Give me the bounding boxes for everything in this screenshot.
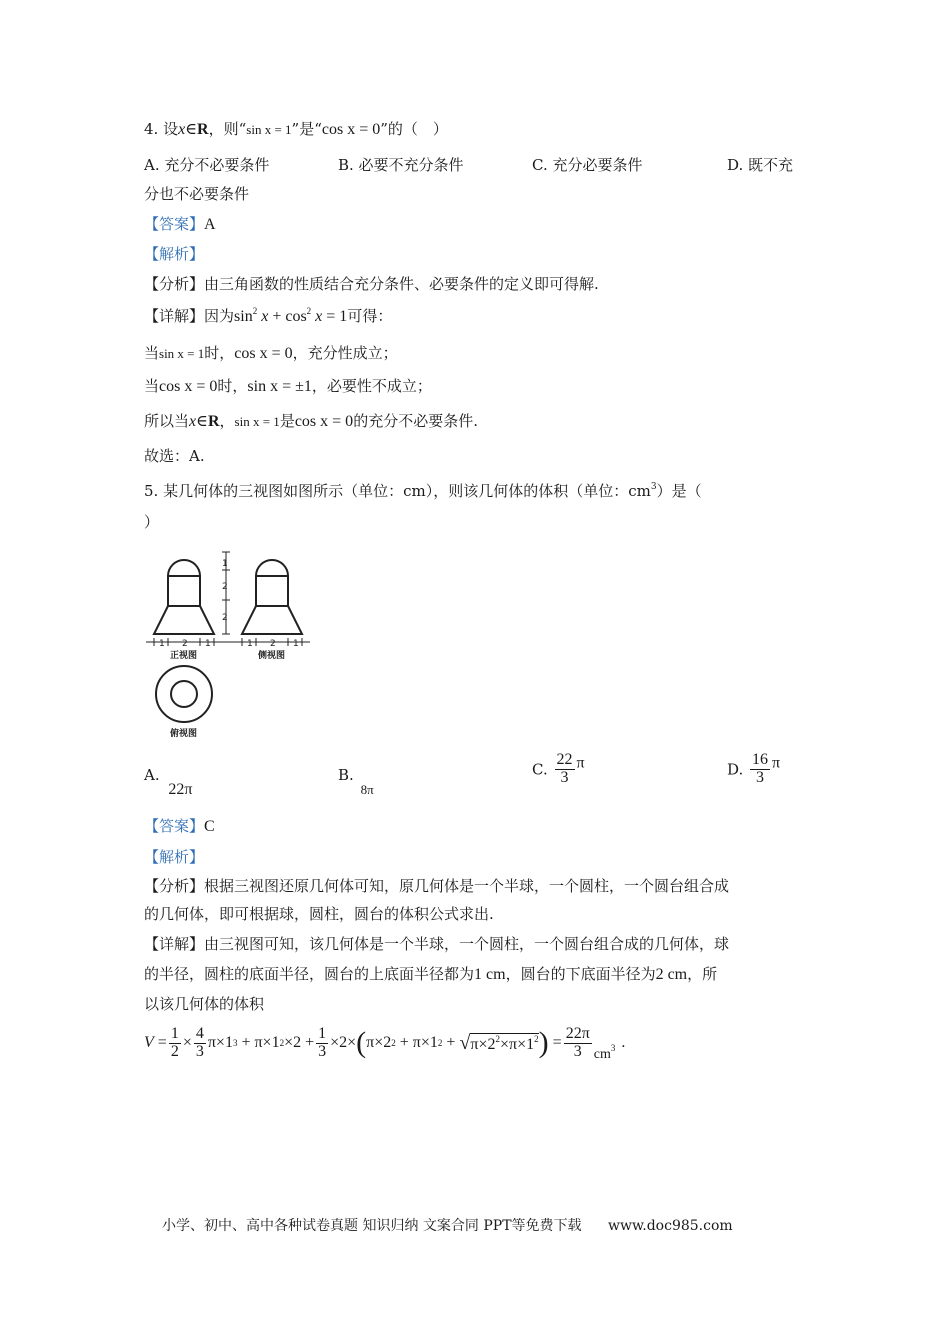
q4-option-b: B. 必要不充分条件: [338, 156, 464, 174]
q5-fenxi: 【分析】根据三视图还原几何体可知，原几何体是一个半球，一个圆柱，一个圆台组合成: [144, 877, 730, 895]
page-footer: 小学、初中、高中各种试卷真题 知识归纳 文案合同 PPT等免费下载 www.doc985.com: [162, 1218, 733, 1234]
q5-xiangjie: 【详解】由三视图可知，该几何体是一个半球，一个圆柱，一个圆台组合成的几何体，球: [144, 935, 730, 953]
q4-line-conclusion: 所以当x∈R，sin x = 1是cos x = 0的充分不必要条件.: [144, 412, 478, 430]
dim-side-2: 2: [270, 639, 276, 649]
dim-width-2: 2: [182, 639, 188, 649]
q5-fenxi-cont: 的几何体，即可根据球，圆柱，圆台的体积公式求出.: [144, 905, 494, 923]
q5-answer: 【答案】C: [144, 817, 215, 835]
q4-answer: 【答案】A: [144, 215, 216, 233]
volume-formula: V = $\frac{1}{2}$ × $\frac{4}{3}$ π×1 3 + π×1 2 ×2 + $\frac{1}{3}$ ×2× ( π×2 2 + π×1 2 + √ $\pi\times 2^2\times\pi\times 1^2$ ) = $\frac{22\pi}{3}$ $cm^3$ .: [144, 1025, 626, 1063]
q4-option-a: A. 充分不必要条件: [144, 156, 270, 174]
front-view-frustum: [154, 606, 214, 634]
q5-option-b: B. 8π: [338, 766, 374, 797]
q5-analysis-tag: 【解析】: [144, 848, 205, 866]
front-view-cylinder: [168, 576, 200, 606]
top-view-inner-circle: [171, 681, 197, 707]
side-view-cylinder: [256, 576, 288, 606]
q4-line-necessity: 当cos x = 0时，sin x = ±1，必要性不成立；: [144, 377, 432, 395]
q5-xiangjie-cont2: 以该几何体的体积: [144, 995, 265, 1013]
q5-stem-cont: ）: [144, 513, 160, 531]
option-d-fraction: $\frac{16}{3}$: [752, 751, 769, 786]
side-view-label: 侧视图: [258, 651, 286, 661]
dim-width-1b: 1: [205, 639, 211, 649]
q4-stem: 4. 设x∈R，则“sin x = 1”是“cos x = 0”的（ ）: [144, 120, 448, 138]
q5-option-c: C. $\frac{22}{3}$ π: [532, 751, 585, 786]
q5-xiangjie-cont: 的半径，圆柱的底面半径，圆台的上底面半径都为1 cm，圆台的下底面半径为2 cm，所: [144, 965, 718, 983]
dim-side-1b: 1: [293, 639, 299, 649]
side-view-dome: [256, 560, 288, 576]
dim-height-2a: 2: [222, 582, 228, 592]
q5-stem: 5. 某几何体的三视图如图所示（单位：cm），则该几何体的体积（单位：$cm^3$）是（: [144, 482, 702, 500]
side-view-frustum: [242, 606, 302, 634]
identity-formula: $\sin^2 x + \cos^2 x = 1$: [234, 306, 348, 325]
dim-side-1: 1: [247, 639, 253, 649]
top-view-outer-circle: [156, 666, 212, 722]
footer-url[interactable]: www.doc985.com: [607, 1218, 733, 1234]
dim-width-1: 1: [159, 639, 165, 649]
option-c-fraction: $\frac{22}{3}$: [556, 751, 573, 786]
front-view-dome: [168, 560, 200, 576]
q4-analysis-tag: 【解析】: [144, 245, 205, 263]
dim-height-1: 1: [222, 559, 228, 569]
q4-option-d: D. 既不充: [727, 156, 794, 174]
q4-final: 故选：A.: [144, 447, 205, 465]
q5-option-a: A. 22π: [144, 766, 193, 798]
q5-option-d: D. $\frac{16}{3}$ π: [727, 751, 781, 786]
front-view-label: 正视图: [170, 651, 198, 661]
q4-xiangjie: 【详解】因为$\sin^2 x + \cos^2 x = 1$可得：: [144, 306, 393, 325]
q4-line-sufficiency: 当sin x = 1时，cos x = 0，充分性成立；: [144, 344, 398, 362]
q4-option-c: C. 充分必要条件: [532, 156, 643, 174]
q4-fenxi: 【分析】由三角函数的性质结合充分条件、必要条件的定义即可得解.: [144, 275, 599, 293]
q4-option-d-cont: 分也不必要条件: [144, 185, 250, 203]
dim-height-2b: 2: [222, 613, 228, 623]
top-view-label: 俯视图: [170, 729, 198, 739]
three-view-figure: [140, 546, 330, 746]
